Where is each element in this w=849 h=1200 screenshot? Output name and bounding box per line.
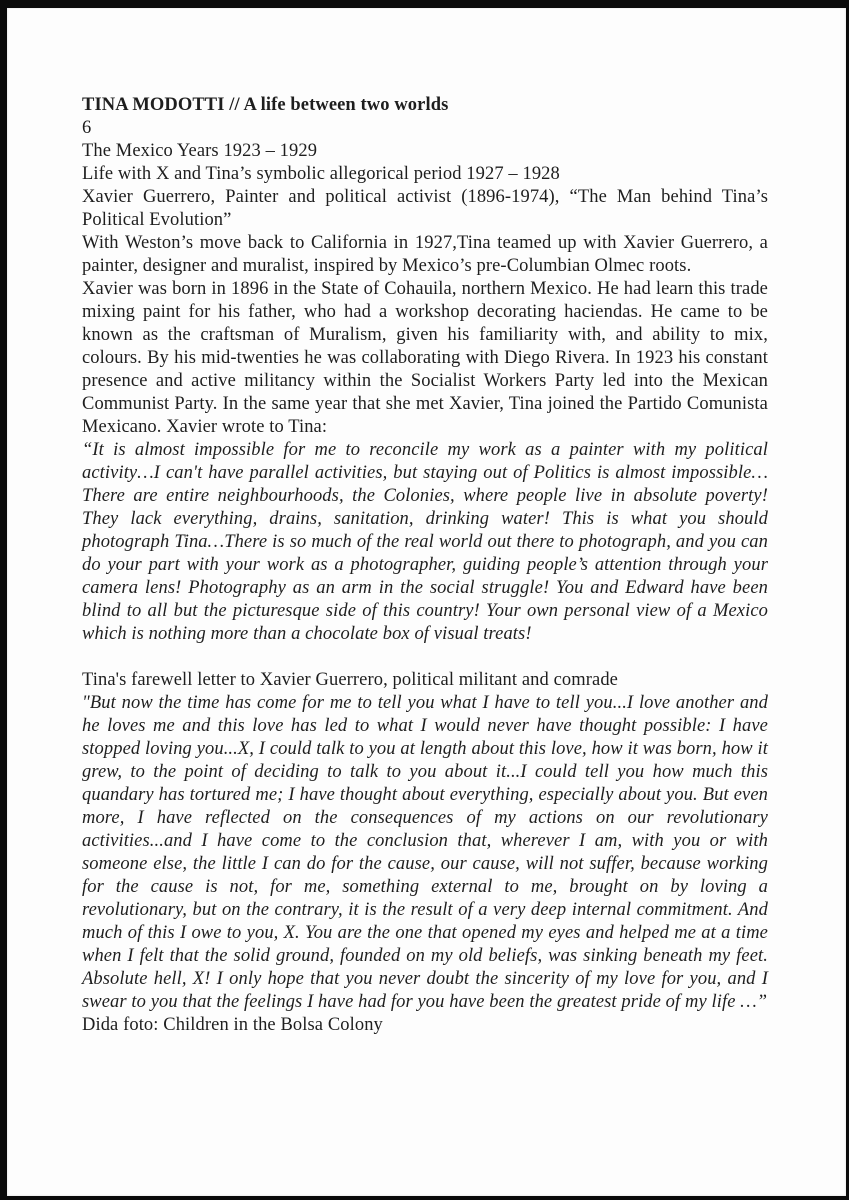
- xavier-quote-paragraph: “It is almost impossible for me to reconcile my work as a painter with my political activity…I can't have parallel activities, but staying out of Politics is almost impossible…There are entire neighbourhoods, the Colonies, where people live in absolute poverty! They lack everything, drains, sanitation, drinking water! This is what you should photograph Tina…There is so much of the real world out there to photograph, and you can do your part with your work as a photographer, guiding people’s attention through your camera lens! Photography as an arm in the social struggle! You and Edward have been blind to all but the picturesque side of this country! Your own personal view of a Mexico which is nothing more than a chocolate box of visual treats!: [82, 440, 768, 644]
- farewell-quote-paragraph: "But now the time has come for me to tell you what I have to tell you...I love another and he loves me and this love has led to what I would never have thought possible: I have stopped loving you...X, I could talk to you at length about this love, how it was born, how it grew, to the point of deciding to talk to you about it...I could tell you how much this quandary has tortured me; I have thought about everything, especially about you. But even more, I have reflected on the consequences of my actions on our revolutionary activities...and I have come to the conclusion that, wherever I am, with you or with someone else, the little I can do for the cause, our cause, will not suffer, because working for the cause is not, for me, something external to me, brought on by loving a revolutionary, but on the contrary, it is the result of a very deep internal commitment. And much of this I owe to you, X. You are the one that opened my eyes and helped me at a time when I felt that the solid ground, founded on my old beliefs, was sinking beneath my feet. Absolute hell, X! I only hope that you never doubt the sincerity of my love for you, and I swear to you that the feelings I have had for you have been the greatest pride of my life …”: [82, 693, 768, 1012]
- page-content: [7, 8, 846, 1037]
- subject-heading: Xavier Guerrero, Painter and political activist (1896-1974), “The Man behind Tina’s Political Evolution”: [82, 187, 768, 230]
- chapter-heading: The Mexico Years 1923 – 1929: [82, 141, 318, 161]
- document-title: TINA MODOTTI // A life between two worlds: [82, 95, 449, 115]
- photo-caption: Dida foto: Children in the Bolsa Colony: [82, 1015, 383, 1035]
- blank-line-spacer: [82, 646, 768, 669]
- document-page: [7, 8, 846, 1196]
- section-heading: Life with X and Tina’s symbolic allegorical period 1927 – 1928: [82, 164, 560, 184]
- biography-paragraph: Xavier was born in 1896 in the State of Cohauila, northern Mexico. He had learn this trade mixing paint for his father, who had a workshop decorating haciendas. He came to be known as the craftsman of Muralism, given his familiarity with, and ability to mix, colours. By his mid-twenties he was collaborating with Diego Rivera. In 1923 his constant presence and active militancy within the Socialist Workers Party led into the Mexican Communist Party. In the same year that she met Xavier, Tina joined the Partido Comunista Mexicano. Xavier wrote to Tina:: [82, 279, 768, 437]
- intro-paragraph: With Weston’s move back to California in 1927,Tina teamed up with Xavier Guerrero, a painter, designer and muralist, inspired by Mexico’s pre-Columbian Olmec roots.: [82, 233, 768, 276]
- farewell-heading: Tina's farewell letter to Xavier Guerrero, political militant and comrade: [82, 670, 618, 690]
- page-number: 6: [82, 118, 92, 138]
